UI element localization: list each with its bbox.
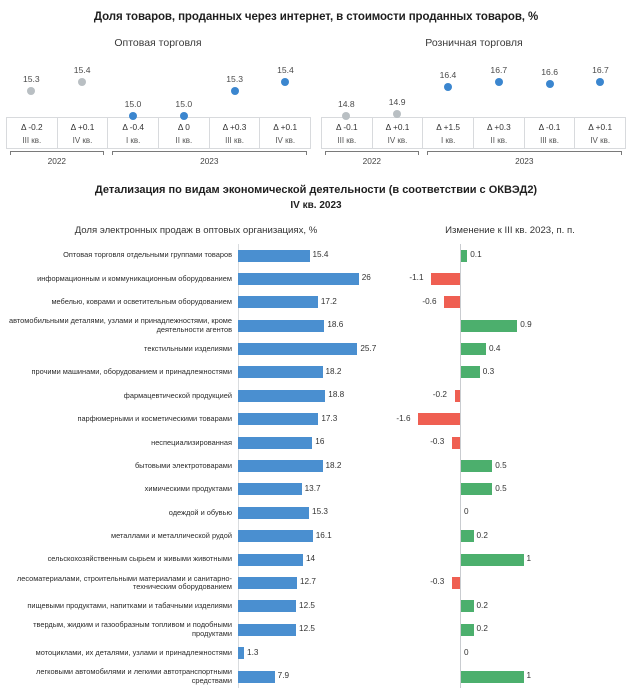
bar-cell bbox=[238, 244, 392, 267]
table-row bbox=[0, 595, 632, 618]
year-label: 2023 bbox=[515, 156, 534, 166]
delta-cell bbox=[473, 118, 524, 148]
bar-value-label: 12.5 bbox=[299, 624, 315, 634]
bar-value-label: 13.7 bbox=[304, 483, 321, 493]
delta-value-label: 0.5 bbox=[495, 460, 507, 470]
table-row bbox=[0, 642, 632, 665]
value-bar bbox=[238, 483, 302, 495]
category-label: мотоциклами, их деталями, узлами и принадлежностями bbox=[35, 648, 232, 658]
delta-value-label: -0.2 bbox=[432, 390, 447, 400]
quarter-label: IV кв. bbox=[275, 136, 296, 145]
zero-axis bbox=[460, 431, 461, 454]
bar-value-label: 14 bbox=[306, 554, 316, 564]
delta-bar bbox=[461, 320, 517, 332]
bar-cell bbox=[238, 478, 392, 501]
delta-value: Δ -0.4 bbox=[122, 122, 145, 132]
zero-axis bbox=[460, 571, 461, 594]
bar-value-label: 17.3 bbox=[321, 413, 338, 423]
bar-cell bbox=[238, 338, 392, 361]
delta-value-label: 1 bbox=[526, 554, 532, 564]
delta-cell bbox=[158, 118, 209, 148]
dot-point bbox=[423, 70, 474, 91]
delta-bar bbox=[461, 554, 524, 566]
dot-marker bbox=[444, 83, 452, 91]
category-label: сельскохозяйственным сырьем и живыми животными bbox=[47, 554, 232, 564]
quarter-label: I кв. bbox=[125, 136, 141, 145]
zero-axis bbox=[460, 642, 461, 665]
table-row bbox=[0, 525, 632, 548]
dot-marker bbox=[129, 112, 137, 120]
delta-bar bbox=[431, 273, 460, 285]
value-bar bbox=[238, 413, 318, 425]
value-bar bbox=[238, 577, 297, 589]
delta-cell bbox=[398, 384, 626, 407]
dot-marker bbox=[342, 112, 350, 120]
bar-value-label: 18.2 bbox=[325, 460, 342, 470]
delta-bar bbox=[444, 296, 460, 308]
bar-value-label: 18.8 bbox=[328, 390, 345, 400]
delta-value-label: 0.2 bbox=[476, 530, 488, 540]
delta-cell bbox=[398, 291, 626, 314]
dot-marker bbox=[495, 78, 503, 86]
table-row bbox=[0, 618, 632, 641]
dot-point bbox=[108, 99, 159, 120]
dot-value-label: 15.0 bbox=[124, 99, 142, 109]
category-label: пищевыми продуктами, напитками и табачными изделиями bbox=[27, 601, 232, 611]
delta-cell bbox=[398, 244, 626, 267]
category-label: информационным и коммуникационным оборудованием bbox=[37, 273, 232, 283]
wholesale-dot-plot bbox=[6, 59, 311, 117]
dot-point bbox=[6, 74, 57, 95]
table-row bbox=[0, 291, 632, 314]
table-row bbox=[0, 408, 632, 431]
bar-cell bbox=[238, 618, 392, 641]
table-row bbox=[0, 384, 632, 407]
dot-value-label: 14.9 bbox=[388, 97, 406, 108]
value-bar bbox=[238, 624, 296, 636]
table-row bbox=[0, 548, 632, 571]
delta-cell bbox=[398, 618, 626, 641]
value-bar bbox=[238, 507, 309, 519]
bar-value-label: 25.7 bbox=[360, 343, 377, 353]
delta-value: Δ -0.1 bbox=[335, 122, 358, 132]
quarter-label: II кв. bbox=[175, 136, 193, 145]
bar-cell bbox=[238, 571, 392, 594]
delta-value: Δ +0.3 bbox=[222, 122, 247, 132]
category-label: одеждой и обувью bbox=[168, 507, 232, 517]
delta-bar bbox=[452, 577, 460, 589]
dot-point bbox=[209, 74, 260, 95]
dot-value-label: 16.4 bbox=[439, 70, 457, 81]
category-label: бытовыми электротоварами bbox=[134, 460, 232, 470]
dot-value-label: 16.6 bbox=[541, 66, 558, 77]
delta-bar bbox=[461, 483, 492, 495]
category-label: прочими машинами, оборудованием и принадлежностями bbox=[31, 367, 232, 377]
value-bar bbox=[238, 390, 325, 402]
delta-value: Δ 0 bbox=[177, 122, 190, 132]
dot-marker bbox=[546, 80, 554, 88]
page-title: Доля товаров, проданных через интернет, в стоимости проданных товаров, % bbox=[93, 11, 539, 23]
delta-bar bbox=[461, 460, 492, 472]
value-bar bbox=[238, 647, 244, 659]
delta-value: Δ +0.1 bbox=[70, 122, 95, 132]
delta-cell bbox=[398, 525, 626, 548]
quarter-label: I кв. bbox=[440, 136, 456, 145]
delta-bar bbox=[418, 413, 460, 425]
delta-cell bbox=[107, 118, 158, 148]
table-row bbox=[0, 455, 632, 478]
value-bar bbox=[238, 320, 324, 332]
detail-chart bbox=[0, 244, 632, 688]
table-row bbox=[0, 314, 632, 337]
retail-year-row bbox=[321, 151, 626, 166]
delta-cell bbox=[398, 455, 626, 478]
year-block-2023 bbox=[423, 151, 626, 166]
wholesale-year-row bbox=[6, 151, 311, 166]
delta-cell bbox=[524, 118, 575, 148]
quarter-label: III кв. bbox=[225, 136, 244, 145]
delta-value-label: -1.6 bbox=[396, 413, 411, 423]
delta-value: Δ -0.2 bbox=[20, 122, 43, 132]
dot-value-label: 16.7 bbox=[490, 65, 508, 75]
quarter-label: III кв. bbox=[540, 136, 559, 145]
dot-marker bbox=[27, 87, 35, 95]
delta-bar bbox=[461, 530, 474, 542]
delta-bar bbox=[461, 624, 474, 636]
delta-cell bbox=[6, 118, 57, 148]
delta-chart-header: Изменение к III кв. 2023, п. п. bbox=[445, 225, 575, 236]
delta-bar bbox=[461, 600, 474, 612]
dot-point bbox=[575, 65, 626, 86]
delta-value: Δ +1.5 bbox=[436, 122, 461, 132]
table-row bbox=[0, 571, 632, 594]
quarter-label: III кв. bbox=[337, 136, 357, 145]
delta-bar bbox=[461, 343, 486, 355]
zero-axis bbox=[460, 291, 461, 314]
delta-cell bbox=[398, 267, 626, 290]
dot-marker bbox=[231, 87, 239, 95]
bar-cell bbox=[238, 548, 392, 571]
bar-cell bbox=[238, 431, 392, 454]
zero-axis bbox=[460, 408, 461, 431]
dot-marker bbox=[78, 78, 86, 86]
delta-bar bbox=[461, 671, 524, 683]
dot-value-label: 15.3 bbox=[22, 73, 40, 84]
bar-value-label: 16 bbox=[315, 437, 325, 447]
table-row bbox=[0, 501, 632, 524]
value-bar bbox=[238, 273, 359, 285]
bar-value-label: 17.2 bbox=[320, 296, 337, 306]
bar-cell bbox=[238, 501, 392, 524]
year-label: 2023 bbox=[200, 156, 219, 166]
zero-axis bbox=[460, 384, 461, 407]
value-bar bbox=[238, 460, 323, 472]
bar-cell bbox=[238, 525, 392, 548]
wholesale-delta-table bbox=[6, 117, 311, 149]
delta-bar bbox=[461, 250, 467, 262]
dot-value-label: 15.4 bbox=[73, 65, 91, 75]
year-block-2022 bbox=[6, 151, 108, 166]
delta-value-label: -0.3 bbox=[430, 437, 445, 447]
delta-cell bbox=[398, 665, 626, 688]
bar-value-label: 12.5 bbox=[299, 600, 315, 610]
bar-cell bbox=[238, 595, 392, 618]
bar-cell bbox=[238, 665, 392, 688]
category-label: неспециализированная bbox=[151, 437, 232, 447]
retail-panel bbox=[321, 59, 626, 166]
value-bar bbox=[238, 366, 323, 378]
year-block-2022 bbox=[321, 151, 423, 166]
table-row bbox=[0, 267, 632, 290]
value-bar bbox=[238, 296, 318, 308]
category-label: твердым, жидким и газообразным топливом и подобными продуктами bbox=[33, 620, 232, 638]
bar-cell bbox=[238, 384, 392, 407]
delta-value-label: 1 bbox=[526, 671, 532, 681]
year-block-2023 bbox=[108, 151, 311, 166]
dot-value-label: 15.0 bbox=[175, 99, 193, 109]
bar-cell bbox=[238, 291, 392, 314]
quarter-label: IV кв. bbox=[590, 136, 611, 145]
delta-value: Δ +0.1 bbox=[385, 122, 410, 132]
dot-marker bbox=[281, 78, 289, 86]
delta-value-label: 0.3 bbox=[482, 366, 495, 376]
delta-cell bbox=[398, 501, 626, 524]
delta-value: Δ -0.1 bbox=[538, 122, 561, 132]
wholesale-panel bbox=[6, 59, 311, 166]
delta-value-label: 0 bbox=[464, 647, 469, 657]
bar-value-label: 18.2 bbox=[325, 366, 342, 376]
bar-cell bbox=[238, 267, 392, 290]
delta-value-label: -1.1 bbox=[409, 273, 424, 283]
value-bar bbox=[238, 554, 303, 566]
dot-value-label: 14.8 bbox=[337, 99, 355, 109]
left-panel-title: Оптовая торговля bbox=[114, 37, 202, 49]
zero-axis bbox=[460, 501, 461, 524]
dot-point bbox=[372, 97, 423, 118]
bar-value-label: 26 bbox=[361, 273, 371, 283]
delta-cell bbox=[57, 118, 108, 148]
dot-value-label: 16.7 bbox=[592, 65, 609, 75]
delta-value-label: 0.1 bbox=[470, 250, 482, 259]
dot-point bbox=[158, 99, 209, 120]
category-label: химическими продуктами bbox=[144, 484, 232, 494]
delta-value-label: 0.2 bbox=[476, 600, 488, 610]
dot-marker bbox=[596, 78, 604, 86]
category-label: металлами и металлической рудой bbox=[111, 531, 232, 541]
dot-point bbox=[260, 65, 311, 86]
dot-marker bbox=[180, 112, 188, 120]
quarter-label: IV кв. bbox=[72, 136, 93, 145]
zero-axis bbox=[460, 267, 461, 290]
dot-point bbox=[524, 67, 575, 88]
delta-cell bbox=[209, 118, 260, 148]
delta-cell bbox=[398, 338, 626, 361]
delta-cell bbox=[321, 118, 372, 148]
delta-value: Δ +0.1 bbox=[588, 122, 613, 132]
bar-value-label: 12.7 bbox=[299, 577, 316, 587]
delta-cell bbox=[398, 571, 626, 594]
retail-delta-table bbox=[321, 117, 626, 149]
dot-point bbox=[57, 65, 108, 86]
delta-cell bbox=[398, 548, 626, 571]
value-bar bbox=[238, 250, 310, 262]
value-bar bbox=[238, 671, 275, 683]
delta-cell bbox=[398, 595, 626, 618]
bar-value-label: 18.6 bbox=[327, 320, 344, 330]
delta-cell bbox=[372, 118, 423, 148]
value-bar bbox=[238, 343, 357, 355]
top-panels bbox=[0, 59, 632, 166]
delta-value-label: -0.3 bbox=[430, 577, 445, 587]
delta-value-label: 0.9 bbox=[520, 320, 532, 330]
value-bar bbox=[238, 600, 296, 612]
delta-cell bbox=[398, 642, 626, 665]
delta-cell bbox=[398, 478, 626, 501]
delta-cell bbox=[398, 314, 626, 337]
delta-cell bbox=[259, 118, 310, 148]
dot-point bbox=[473, 65, 524, 86]
table-row bbox=[0, 431, 632, 454]
section-subtitle: IV кв. 2023 bbox=[290, 200, 342, 211]
section-title: Детализация по видам экономической деятельности (в соответствии с ОКВЭД2) bbox=[94, 184, 538, 196]
bar-cell bbox=[238, 361, 392, 384]
bar-cell bbox=[238, 642, 392, 665]
top-panel-titles bbox=[0, 37, 632, 49]
delta-cell bbox=[574, 118, 625, 148]
value-bar bbox=[238, 530, 313, 542]
category-label: легковыми автомобилями и легкими автотранспортными средствами bbox=[36, 667, 232, 685]
quarter-label: II кв. bbox=[490, 136, 508, 145]
bar-value-label: 1.3 bbox=[247, 647, 259, 657]
delta-bar bbox=[452, 437, 460, 449]
delta-value-label: 0.4 bbox=[489, 343, 501, 353]
bar-value-label: 16.1 bbox=[315, 530, 332, 540]
year-label: 2022 bbox=[47, 156, 67, 166]
dot-marker bbox=[393, 110, 401, 118]
delta-value-label: 0 bbox=[464, 507, 469, 517]
category-label: мебелью, коврами и осветительным оборудованием bbox=[51, 297, 232, 307]
bar-cell bbox=[238, 314, 392, 337]
table-row bbox=[0, 338, 632, 361]
dot-value-label: 15.4 bbox=[277, 65, 294, 75]
retail-dot-plot bbox=[321, 59, 626, 117]
bar-chart-header: Доля электронных продаж в оптовых организациях, % bbox=[74, 225, 318, 236]
bar-value-label: 7.9 bbox=[277, 671, 290, 681]
table-row bbox=[0, 244, 632, 267]
delta-bar bbox=[455, 390, 460, 402]
delta-value: Δ +0.1 bbox=[273, 122, 298, 132]
delta-cell bbox=[422, 118, 473, 148]
bar-cell bbox=[238, 408, 392, 431]
category-label: парфюмерными и косметическими товарами bbox=[77, 414, 232, 424]
right-panel-title: Розничная торговля bbox=[425, 37, 523, 49]
category-label: Оптовая торговля отдельными группами товаров bbox=[63, 250, 232, 260]
delta-cell bbox=[398, 361, 626, 384]
column-headers bbox=[0, 225, 632, 236]
quarter-label: IV кв. bbox=[387, 136, 408, 145]
delta-value: Δ +0.3 bbox=[486, 122, 511, 132]
delta-value-label: 0.5 bbox=[495, 483, 507, 493]
category-label: лесоматериалами, строительными материалами и санитарно-техническим оборудованием bbox=[16, 573, 232, 592]
delta-value-label: -0.6 bbox=[422, 296, 437, 306]
quarter-label: III кв. bbox=[22, 136, 42, 145]
category-label: автомобильными деталями, узлами и принадлежностями, кроме деятельности агентов bbox=[8, 316, 232, 334]
table-row bbox=[0, 478, 632, 501]
delta-bar bbox=[461, 366, 480, 378]
year-label: 2022 bbox=[362, 156, 382, 166]
table-row bbox=[0, 665, 632, 688]
dot-point bbox=[321, 99, 372, 120]
bar-value-label: 15.4 bbox=[312, 250, 329, 259]
delta-cell bbox=[398, 431, 626, 454]
delta-value-label: 0.2 bbox=[476, 624, 488, 634]
bar-value-label: 15.3 bbox=[312, 507, 328, 517]
bar-cell bbox=[238, 455, 392, 478]
category-label: текстильными изделиями bbox=[144, 343, 232, 353]
table-row bbox=[0, 361, 632, 384]
category-label: фармацевтической продукцией bbox=[123, 390, 232, 400]
delta-cell bbox=[398, 408, 626, 431]
value-bar bbox=[238, 437, 312, 449]
dot-value-label: 15.3 bbox=[226, 73, 243, 84]
